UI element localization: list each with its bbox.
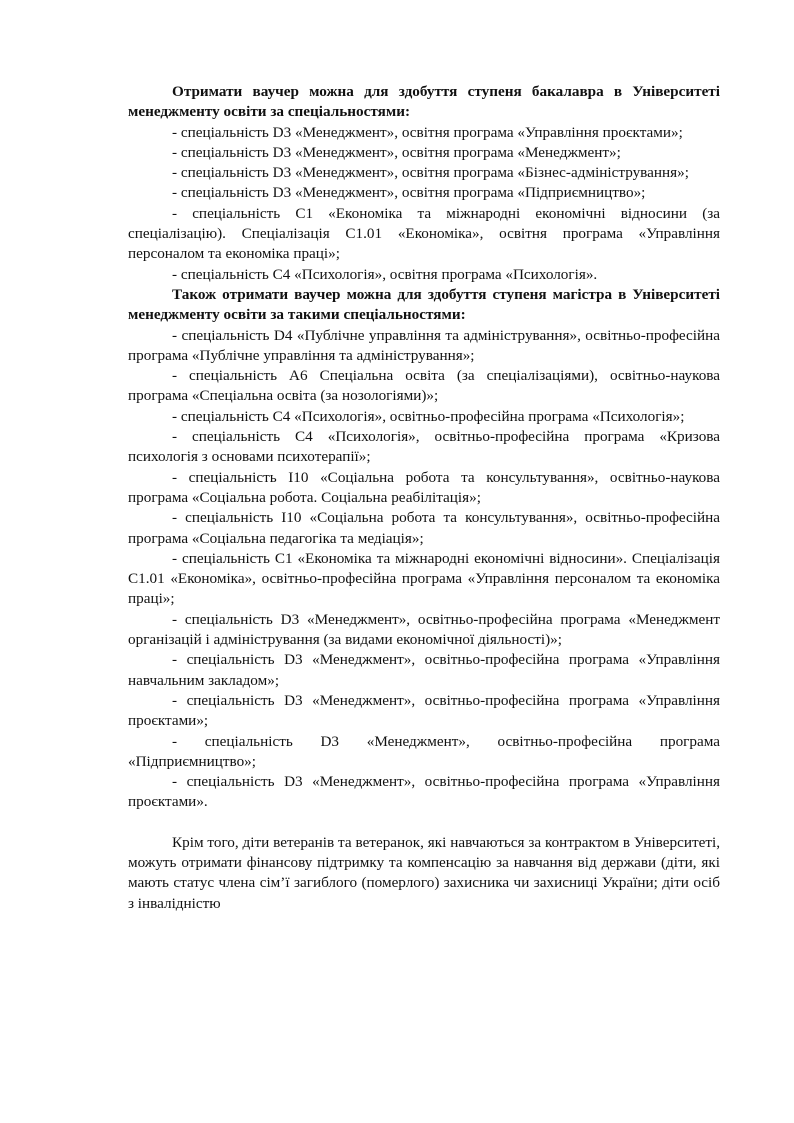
master-item: - спеціальність І10 «Соціальна робота та консультування», освітньо-наукова програма «Соціальна робота. Соціальна реабілітація»; bbox=[128, 468, 720, 506]
bachelor-item: - спеціальність D3 «Менеджмент», освітня програма «Бізнес-адміністрування»; bbox=[172, 164, 689, 182]
master-heading: Також отримати ваучер можна для здобуття ступеня магістра в Університеті менеджменту освіти за такими спеціальностями: bbox=[128, 285, 720, 324]
bachelor-item: - спеціальність С4 «Психологія», освітня програма «Психологія». bbox=[172, 265, 598, 283]
master-item: - спеціальність С4 «Психологія», освітньо-професійна програма «Психологія»; bbox=[172, 407, 685, 425]
master-item: - спеціальність С1 «Економіка та міжнародні економічні відносини». Спеціалізація С1.01 «Економіка», освітньо-професійна програма «Управління персоналом та економіка праці»; bbox=[128, 549, 720, 608]
master-item: - спеціальність А6 Спеціальна освіта (за спеціалізаціями), освітньо-наукова програма «Спеціальна освіта (за нозологіями)»; bbox=[128, 367, 720, 405]
master-item: - спеціальність D3 «Менеджмент», освітньо-професійна програма «Управління проєктами». bbox=[128, 773, 720, 811]
bachelor-heading: Отримати ваучер можна для здобуття ступеня бакалавра в Університеті менеджменту освіти за спеціальностями: bbox=[128, 83, 720, 121]
bachelor-item: - спеціальність D3 «Менеджмент», освітня програма «Менеджмент»; bbox=[172, 143, 621, 161]
master-item: - спеціальність D3 «Менеджмент», освітньо-професійна програма «Підприємництво»; bbox=[128, 732, 720, 770]
document-page bbox=[128, 82, 720, 914]
master-item: - спеціальність D4 «Публічне управління та адміністрування», освітньо-професійна програма «Публічне управління та адміністрування»; bbox=[128, 326, 720, 364]
master-item: - спеціальність І10 «Соціальна робота та консультування», освітньо-професійна програма «Соціальна педагогіка та медіація»; bbox=[128, 509, 720, 547]
master-item: - спеціальність D3 «Менеджмент», освітньо-професійна програма «Управління проєктами»; bbox=[128, 691, 720, 730]
master-item: - спеціальність С4 «Психологія», освітньо-професійна програма «Кризова психологія з основами психотерапії»; bbox=[128, 428, 720, 466]
master-item: - спеціальність D3 «Менеджмент», освітньо-професійна програма «Управління навчальним закладом»; bbox=[128, 651, 720, 689]
bachelor-item: - спеціальність D3 «Менеджмент», освітня програма «Підприємництво»; bbox=[172, 184, 646, 202]
bachelor-item: - спеціальність С1 «Економіка та міжнародні економічні відносини (за спеціалізацію). Спеціалізація С1.01 «Економіка», освітня програма «Управління персоналом та економіка праці»; bbox=[128, 204, 720, 263]
paragraph-gap bbox=[128, 813, 720, 833]
master-item: - спеціальність D3 «Менеджмент», освітньо-професійна програма «Менеджмент організацій і адміністрування (за видами економічної діяльності)»; bbox=[128, 610, 720, 649]
closing-paragraph: Крім того, діти ветеранів та ветеранок, які навчаються за контрактом в Університеті, можуть отримати фінансову підтримку та компенсацію за навчання від держави (діти, які мають статус члена сім’ї загиблого (померлого) захисника чи захисниці України; діти осіб з інвалідністю bbox=[128, 833, 720, 912]
bachelor-item: - спеціальність D3 «Менеджмент», освітня програма «Управління проєктами»; bbox=[172, 123, 683, 141]
